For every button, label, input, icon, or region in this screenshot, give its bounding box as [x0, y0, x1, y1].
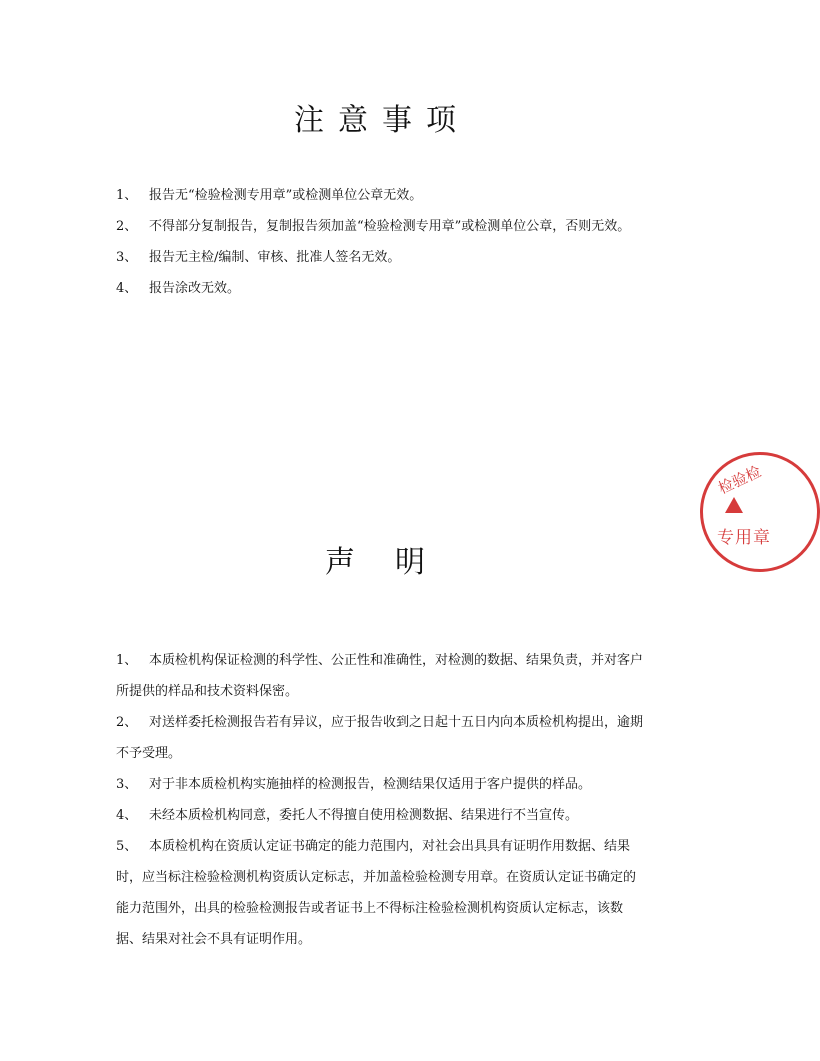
notice-item-number: 3、: [116, 250, 138, 265]
notice-item: [116, 242, 646, 273]
notice-item-number: 4、: [116, 281, 138, 296]
statement-item-number: 3、: [116, 777, 138, 792]
notice-item: [116, 273, 646, 304]
statement-item-number: 4、: [116, 808, 138, 823]
statement-item-text: 对于非本质检机构实施抽样的检测报告，检测结果仅适用于客户提供的样品。: [149, 777, 592, 792]
seal-text-bottom: 专用章: [717, 528, 771, 548]
official-seal-stamp: [700, 452, 820, 572]
statement-item-text: 对送样委托检测报告若有异议，应于报告收到之日起十五日内向本质检机构提出，逾期不予受理。: [116, 715, 644, 761]
statement-item-number: 2、: [116, 715, 138, 730]
notice-item: [116, 180, 646, 211]
notice-item-text: 报告无“检验检测专用章”或检测单位公章无效。: [149, 188, 423, 203]
notice-item-number: 1、: [116, 188, 138, 203]
statement-item: [116, 769, 646, 800]
statement-item-text: 未经本质检机构同意，委托人不得擅自使用检测数据、结果进行不当宣传。: [149, 808, 579, 823]
notice-list: [116, 180, 646, 304]
statement-item-text: 本质检机构保证检测的科学性、公正性和准确性，对检测的数据、结果负责，并对客户所提供的样品和技术资料保密。: [116, 653, 644, 699]
statement-title: 声明: [325, 545, 465, 580]
notice-item-text: 报告无主检/编制、审核、批准人签名无效。: [149, 250, 401, 265]
statement-item: [116, 831, 646, 955]
seal-text-top: 检验检: [715, 462, 764, 498]
notice-item-number: 2、: [116, 219, 138, 234]
notice-item-text: 不得部分复制报告，复制报告须加盖“检验检测专用章”或检测单位公章，否则无效。: [149, 219, 631, 234]
statement-item-text: 本质检机构在资质认定证书确定的能力范围内，对社会出具具有证明作用数据、结果时，应当标注检验检测机构资质认定标志，并加盖检验检测专用章。在资质认定证书确定的能力范围外，出具的检验检测报告或者证书上不得标注检验检测机构资质认定标志，该数据、结果对社会不具有证明作用。: [116, 839, 637, 947]
statement-item: [116, 645, 646, 707]
notice-item: [116, 211, 646, 242]
seal-star-icon: [725, 497, 743, 513]
notice-item-text: 报告涂改无效。: [149, 281, 241, 296]
statement-item-number: 1、: [116, 653, 138, 668]
statement-item-number: 5、: [116, 839, 138, 854]
statement-list: [116, 645, 646, 955]
statement-item: [116, 800, 646, 831]
notice-title: 注意事项: [294, 103, 470, 138]
statement-item: [116, 707, 646, 769]
